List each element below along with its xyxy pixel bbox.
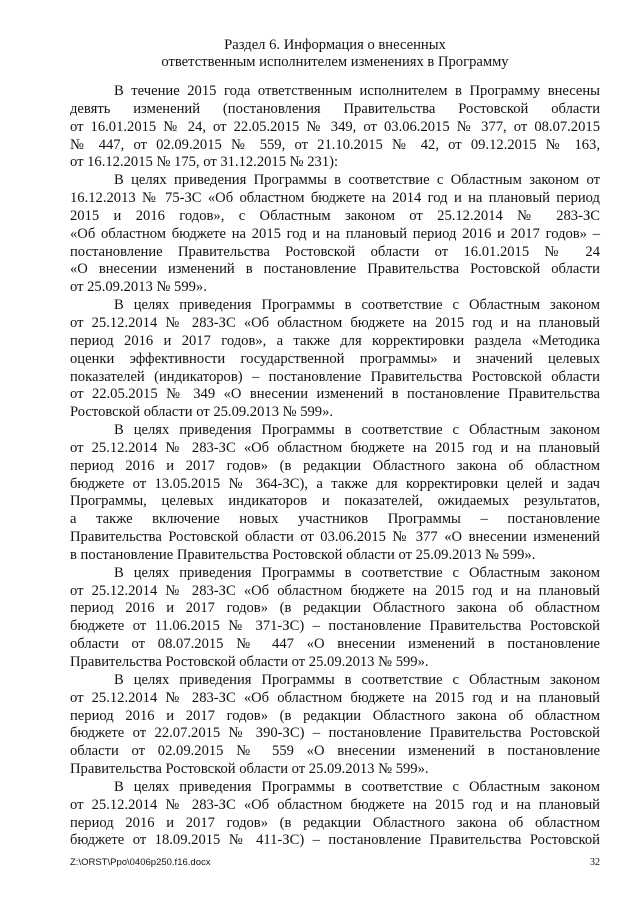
text-line: бюджете от 18.09.2015 № 411-ЗС) – постановление Правительства Ростовской [70,832,600,849]
text-line: В целях приведения Программы в соответствие с Областным законом [114,778,600,795]
text-line: от 25.12.2014 № 283-ЗС «Об областном бюджете на 2015 год и на плановый [70,439,600,456]
text-line: В целях приведения Программы в соответствие с Областным законом от [114,172,600,189]
text-line: от 25.12.2014 № 283-ЗС «Об областном бюджете на 2015 год и на плановый [70,796,600,813]
text-line: Программы, целевых индикаторов и показателей, ожидаемых результатов, [70,493,600,510]
text-line: оценки эффективности государственной программы» и значений целевых [70,350,600,367]
paragraph [70,83,600,172]
text-line: 16.12.2013 № 75-ЗС «Об областном бюджете на 2014 год и на плановый период [70,190,600,207]
text-line: В целях приведения Программы в соответствие с Областным законом [114,422,600,439]
text-line: № 447, от 02.09.2015 № 559, от 21.10.2015 № 42, от 09.12.2015 № 163, [70,136,600,153]
text-line: период 2016 и 2017 годов» (в редакции Областного закона об областном [70,814,600,831]
text-line: от 25.12.2014 № 283-ЗС «Об областном бюджете на 2015 год и на плановый [70,689,600,706]
text-line: 2015 и 2016 годов», с Областным законом от 25.12.2014 № 283-ЗС [70,207,600,224]
text-line: от 16.01.2015 № 24, от 22.05.2015 № 349, от 03.06.2015 № 377, от 08.07.2015 [70,118,600,135]
paragraph [70,297,600,422]
section-heading [70,37,600,71]
text-line: девять изменений (постановления Правительства Ростовской области [70,100,600,117]
text-line: «Об областном бюджете на 2015 год и на плановый период 2016 и 2017 годов» – [70,225,600,242]
text-line: от 22.05.2015 № 349 «О внесении изменений в постановление Правительства [70,386,600,403]
text-line: области от 08.07.2015 № 447 «О внесении изменений в постановление [70,636,600,653]
section-heading-line-2: ответственным исполнителем изменениях в Программу [161,53,509,70]
page-number: 32 [590,857,600,868]
text-line: от 25.12.2014 № 283-ЗС «Об областном бюджете на 2015 год и на плановый [70,314,600,331]
paragraph [70,565,600,672]
text-line: Правительства Ростовской области от 25.09.2013 № 599». [70,761,429,778]
text-line: В течение 2015 года ответственным исполнителем в Программу внесены [114,83,600,99]
text-line: в постановление Правительства Ростовской области от 25.09.2013 № 599». [70,546,536,563]
text-line: показателей (индикаторов) – постановление Правительства Ростовской области [70,368,600,385]
text-line: Правительства Ростовской области от 03.06.2015 № 377 «О внесении изменений [70,529,600,546]
text-line: Правительства Ростовской области от 25.09.2013 № 599». [70,654,429,670]
text-line: от 25.12.2014 № 283-ЗС «Об областном бюджете на 2015 год и на плановый [70,582,600,599]
text-line: период 2016 и 2017 годов» (в редакции Областного закона об областном [70,707,600,724]
text-line: период 2016 и 2017 годов», а также для корректировки раздела «Методика [70,332,600,349]
section-heading-line-1: Раздел 6. Информация о внесенных [224,37,446,53]
text-line: Ростовской области от 25.09.2013 № 599». [70,404,334,421]
text-line: бюджете от 22.07.2015 № 390-ЗС) – постановление Правительства Ростовской [70,725,600,742]
text-line: бюджете от 11.06.2015 № 371-ЗС) – постановление Правительства Ростовской [70,618,600,635]
paragraph [70,672,600,779]
paragraph [70,422,600,565]
text-line: постановление Правительства Ростовской области от 16.01.2015 № 24 [70,243,600,260]
text-line: от 16.12.2015 № 175, от 31.12.2015 № 231): [70,154,339,171]
text-line: В целях приведения Программы в соответствие с Областным законом [114,564,600,581]
paragraph [70,172,600,297]
text-line: от 25.09.2013 № 599». [70,279,207,296]
text-line: а также включение новых участников Программы – постановление [70,511,600,528]
text-line: период 2016 и 2017 годов» (в редакции Областного закона об областном [70,600,600,617]
paragraph [70,779,600,850]
text-line: области от 02.09.2015 № 559 «О внесении изменений в постановление [70,743,600,760]
file-path: Z:\ORST\Ppo\0406p250.f16.docx [70,857,211,868]
text-line: В целях приведения Программы в соответствие с Областным законом [114,671,600,688]
text-line: бюджете от 13.05.2015 № 364-ЗС), а также для корректировки целей и задач [70,475,600,492]
text-line: В целях приведения Программы в соответствие с Областным законом [114,297,600,314]
text-line: период 2016 и 2017 годов» (в редакции Областного закона об областном [70,457,600,474]
text-line: «О внесении изменений в постановление Правительства Ростовской области [70,261,600,278]
document-body [70,83,600,850]
